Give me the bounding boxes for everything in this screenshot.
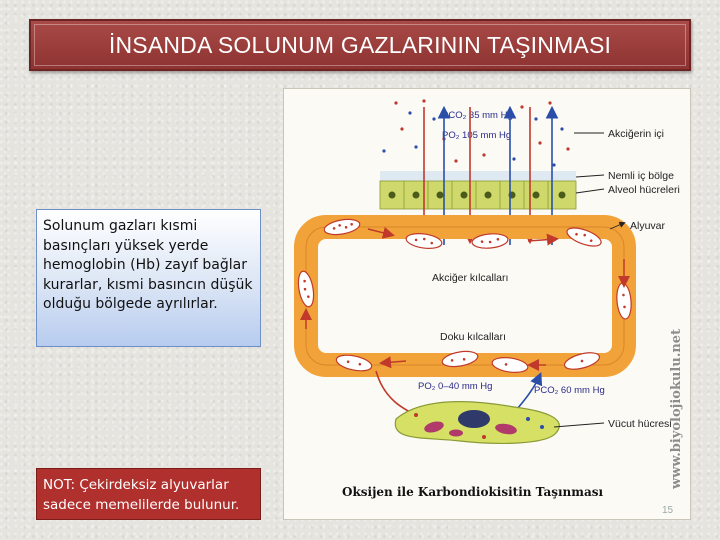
pco2-lung-label: PCO₂ 35 mm Hg (442, 110, 513, 121)
po2-lung-label: PO₂ 105 mm Hg (442, 130, 512, 141)
po2-tissue-label: PO₂ 0–40 mm Hg (418, 381, 493, 392)
flow-arrows (306, 229, 624, 365)
gas-transport-diagram (284, 89, 692, 521)
page-title: İNSANDA SOLUNUM GAZLARININ TAŞINMASI (108, 31, 612, 58)
watermark: www.biyolojiokulu.net (669, 328, 684, 489)
pco2-tissue-label: PCO₂ 60 mm Hg (534, 385, 605, 396)
lung-capillaries-label: Akciğer kılcalları (432, 272, 509, 284)
gas-transport-figure (283, 88, 691, 520)
lung-interior-label: Akciğerin içi (608, 128, 665, 140)
moist-zone-label: Nemli iç bölge (608, 170, 674, 182)
info-text-box: Solunum gazları kısmi basınçları yüksek yerde hemoglobin (Hb) zayıf bağlar kurarlar, kısmi basıncın düşük olduğu bölgede ayrılırlar. (36, 209, 261, 347)
note-text-box: NOT: Çekirdeksiz alyuvarlar sadece memelilerde bulunur. (36, 468, 261, 520)
moist-layer (380, 171, 576, 181)
body-cell (395, 402, 559, 444)
figure-caption: Oksijen ile Karbondiokisitin Taşınması (342, 485, 604, 499)
red-cell-label: Alyuvar (630, 220, 666, 232)
alveolar-cells-label: Alveol hücreleri (608, 184, 680, 196)
tissue-capillaries-label: Doku kılcalları (440, 331, 506, 343)
red-blood-cells (296, 217, 633, 374)
capillary-loop (306, 227, 624, 365)
body-cell-label: Vücut hücresi (608, 418, 672, 430)
page-number: 15 (662, 505, 674, 516)
title-bar (29, 19, 691, 71)
alveolar-cell-layer (380, 181, 576, 209)
